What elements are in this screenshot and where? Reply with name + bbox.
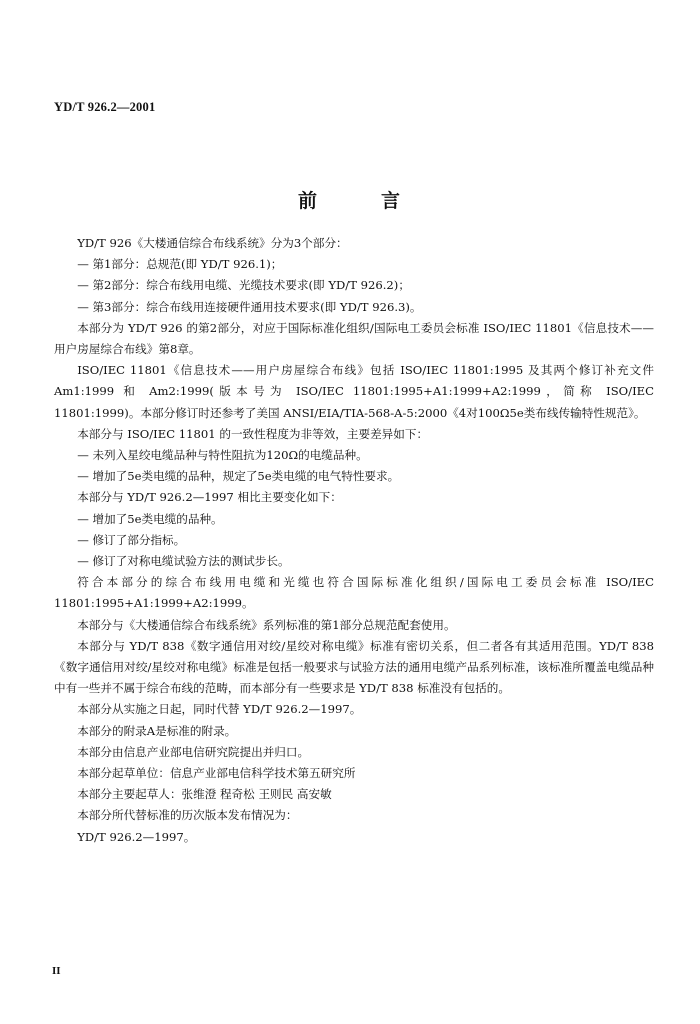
paragraph: YD/T 926.2—1997。 bbox=[77, 829, 196, 844]
paragraph: 本部分从实施之日起，同时代替 YD/T 926.2—1997。 bbox=[77, 702, 362, 717]
list-item: — 第3部分：综合布线用连接硬件通用技术要求(即 YD/T 926.3)。 bbox=[77, 299, 422, 314]
list-item: — 修订了部分指标。 bbox=[77, 532, 186, 547]
paragraph: 本部分主要起草人：张维澄 程奇松 王则民 高安敏 bbox=[77, 787, 332, 802]
title-char-2: 言 bbox=[381, 190, 403, 212]
foreword-body bbox=[54, 233, 654, 848]
paragraph: 符合本部分的综合布线用电缆和光缆也符合国际标准化组织/国际电工委员会标准 ISO/IEC 11801:1995+A1:1999+A2:1999。 bbox=[54, 575, 654, 611]
paragraph: YD/T 926《大楼通信综合布线系统》分为3个部分： bbox=[77, 236, 348, 250]
page-title bbox=[0, 186, 700, 213]
paragraph: 本部分与《大楼通信综合布线系统》系列标准的第1部分总规范配套使用。 bbox=[77, 617, 456, 632]
paragraph: ISO/IEC 11801《信息技术——用户房屋综合布线》包括 ISO/IEC 11801:1995 及其两个修订补充文件 Am1:1999 和 Am2:1999(版本号为 ISO/IEC 11801:1995+A1:1999+A2:1999，简称 ISO/IEC 11801:1999)。本部分修订时还参考了美国 ANSI/EIA/TIA-568-A-5:2000《4对100Ω5e类布线传输特性规范》。 bbox=[54, 363, 654, 420]
list-item: — 未列入星绞电缆品种与特性阻抗为120Ω的电缆品种。 bbox=[77, 448, 368, 463]
list-item: — 修订了对称电缆试验方法的测试步长。 bbox=[77, 554, 290, 569]
paragraph: 本部分与 YD/T 838《数字通信用对绞/星绞对称电缆》标准有密切关系，但二者各有其适用范围。YD/T 838《数字通信用对绞/星绞对称电缆》标准是包括一般要求与试验方法的通用电缆产品系列标准，该标准所覆盖电缆品种中有一些并不属于综合布线的范畴，而本部分有一些要求是 YD/T 838 标准没有包括的。 bbox=[54, 638, 654, 696]
paragraph: 本部分与 YD/T 926.2—1997 相比主要变化如下： bbox=[77, 490, 342, 505]
title-char-1: 前 bbox=[297, 190, 319, 212]
list-item: — 增加了5e类电缆的品种，规定了5e类电缆的电气特性要求。 bbox=[77, 469, 400, 484]
standard-number-header: YD/T 926.2—2001 bbox=[54, 100, 156, 114]
paragraph: 本部分的附录A是标准的附录。 bbox=[77, 723, 237, 738]
paragraph: 本部分所代替标准的历次版本发布情况为： bbox=[77, 808, 298, 823]
paragraph: 本部分起草单位：信息产业部电信科学技术第五研究所 bbox=[77, 766, 356, 781]
paragraph: 本部分与 ISO/IEC 11801 的一致性程度为非等效，主要差异如下： bbox=[77, 426, 429, 441]
list-item: — 增加了5e类电缆的品种。 bbox=[77, 511, 223, 526]
list-item: — 第1部分：总规范(即 YD/T 926.1)； bbox=[77, 257, 283, 272]
paragraph: 本部分为 YD/T 926 的第2部分，对应于国际标准化组织/国际电工委员会标准 ISO/IEC 11801《信息技术——用户房屋综合布线》第8章。 bbox=[54, 320, 654, 357]
paragraph: 本部分由信息产业部电信研究院提出并归口。 bbox=[77, 744, 310, 759]
page-number: II bbox=[52, 965, 61, 977]
list-item: — 第2部分：综合布线用电缆、光缆技术要求(即 YD/T 926.2)； bbox=[77, 278, 410, 293]
